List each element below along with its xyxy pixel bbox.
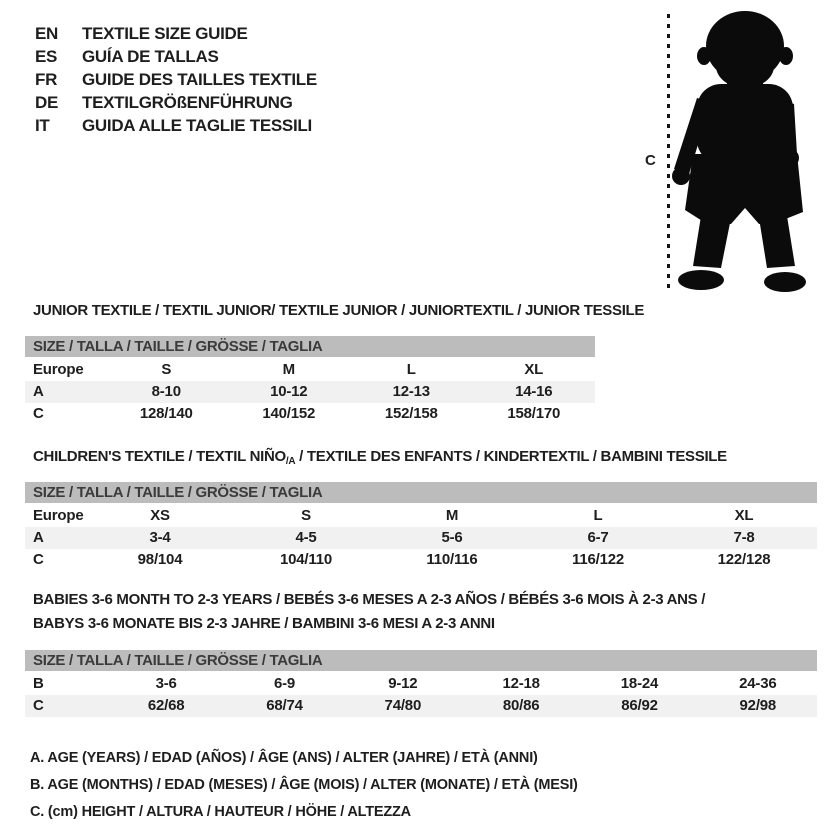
size-cell: 6-9 [273, 675, 296, 692]
language-guide-title: GUÍA DE TALLAS [82, 47, 219, 66]
size-cell: M [282, 361, 295, 378]
language-code: FR [35, 70, 58, 89]
table-row [25, 549, 817, 571]
language-guide-title: GUIDE DES TAILLES TEXTILE [82, 70, 317, 89]
size-cell: 3-4 [149, 529, 171, 546]
size-cell: 24-36 [739, 675, 777, 692]
size-cell: S [161, 361, 172, 378]
row-label: A [33, 529, 44, 546]
size-cell: 14-16 [515, 383, 553, 400]
children-table-rows [25, 505, 817, 571]
size-cell: 116/122 [572, 551, 624, 568]
row-label: C [33, 405, 44, 422]
size-cell: 128/140 [139, 405, 193, 422]
junior-size-table [25, 336, 595, 425]
row-label: Europe [33, 361, 84, 378]
language-guide-title: TEXTILE SIZE GUIDE [82, 24, 248, 43]
size-cell: M [445, 507, 459, 524]
size-cell: L [406, 361, 416, 378]
size-cell: XL [734, 507, 754, 524]
language-row [35, 114, 317, 137]
toddler-silhouette [645, 6, 817, 298]
size-cell: 12-13 [392, 383, 430, 400]
table-row [25, 527, 817, 549]
language-row [35, 45, 317, 68]
size-cell: 4-5 [295, 529, 317, 546]
row-label: A [33, 383, 44, 400]
children-section-title [33, 448, 727, 467]
size-cell: 104/110 [280, 551, 332, 568]
language-code: EN [35, 24, 59, 43]
language-guide-title: TEXTILGRÖßENFÜHRUNG [82, 93, 293, 112]
junior-section-title-text: JUNIOR TEXTILE / TEXTIL JUNIOR/ TEXTILE JUNIOR / JUNIORTEXTIL / JUNIOR TESSILE [33, 302, 645, 319]
language-code: IT [35, 116, 50, 135]
row-label: C [33, 551, 44, 568]
legend-note: A. AGE (YEARS) / EDAD (AÑOS) / ÂGE (ANS) / ALTER (JAHRE) / ETÀ (ANNI) [30, 750, 538, 766]
size-cell: 158/170 [507, 405, 561, 422]
size-cell: 10-12 [270, 383, 308, 400]
babies-section-title-line2: BABYS 3-6 MONATE BIS 2-3 JAHRE / BAMBINI 3-6 MESI A 2-3 ANNI [33, 615, 495, 632]
babies-size-table [25, 650, 817, 717]
children-size-table [25, 482, 817, 571]
table-row [25, 505, 817, 527]
size-cell: 98/104 [137, 551, 183, 568]
babies-section-title-line1: BABIES 3-6 MONTH TO 2-3 YEARS / BEBÉS 3-6 MESES A 2-3 AÑOS / BÉBÉS 3-6 MOIS À 2-3 ANS / [33, 591, 706, 608]
table-row [25, 695, 817, 717]
toddler-figure [645, 6, 817, 298]
language-row [35, 91, 317, 114]
babies-table-rows [25, 673, 817, 717]
language-code: ES [35, 47, 58, 66]
size-cell: XS [150, 507, 170, 524]
size-cell: 140/152 [262, 405, 316, 422]
size-cell: 92/98 [739, 697, 777, 714]
table-row [25, 673, 817, 695]
children-section-title-text: CHILDREN'S TEXTILE / TEXTIL NIÑO [33, 448, 286, 465]
table-row [25, 381, 595, 403]
junior-section-title [33, 302, 644, 319]
language-code: DE [35, 93, 59, 112]
table-row [25, 403, 595, 425]
size-cell: 8-10 [151, 383, 181, 400]
language-guide-title: GUIDA ALLE TAGLIE TESSILI [82, 116, 312, 135]
row-label: Europe [33, 507, 84, 524]
junior-table-rows [25, 359, 595, 425]
children-title-subscript: /A [285, 456, 296, 467]
size-cell: 9-12 [388, 675, 418, 692]
height-measure-label: C [645, 152, 656, 169]
size-cell: 62/68 [147, 697, 185, 714]
size-cell: 7-8 [733, 529, 755, 546]
size-cell: S [301, 507, 311, 524]
size-cell: 152/158 [384, 405, 438, 422]
size-cell: 18-24 [620, 675, 659, 692]
language-row [35, 68, 317, 91]
legend-note: C. (cm) HEIGHT / ALTURA / HAUTEUR / HÖHE / ALTEZZA [30, 804, 411, 820]
size-cell: 80/86 [502, 697, 540, 714]
size-cell: 68/74 [266, 697, 303, 714]
size-cell: 3-6 [155, 675, 177, 692]
size-header-bar: SIZE / TALLA / TAILLE / GRÖSSE / TAGLIA [25, 336, 595, 357]
size-cell: 86/92 [621, 697, 658, 714]
legend-notes [30, 745, 578, 826]
legend-note: B. AGE (MONTHS) / EDAD (MESES) / ÂGE (MOIS) / ALTER (MONATE) / ETÀ (MESI) [30, 777, 578, 793]
size-cell: 74/80 [384, 697, 422, 714]
row-label: B [33, 675, 44, 692]
size-cell: 12-18 [502, 675, 540, 692]
language-title-list [35, 22, 317, 137]
table-row [25, 359, 595, 381]
size-cell: 6-7 [587, 529, 609, 546]
size-cell: 122/128 [717, 551, 771, 568]
size-header-bar: SIZE / TALLA / TAILLE / GRÖSSE / TAGLIA [25, 482, 817, 503]
babies-section-title [33, 591, 705, 632]
size-cell: XL [524, 361, 544, 378]
size-cell: 110/116 [426, 551, 478, 568]
size-header-bar: SIZE / TALLA / TAILLE / GRÖSSE / TAGLIA [25, 650, 817, 671]
language-row [35, 22, 317, 45]
row-label: C [33, 697, 44, 714]
children-section-title-rest: / TEXTILE DES ENFANTS / KINDERTEXTIL / BAMBINI TESSILE [295, 448, 727, 465]
size-cell: L [593, 507, 603, 524]
size-cell: 5-6 [441, 529, 463, 546]
